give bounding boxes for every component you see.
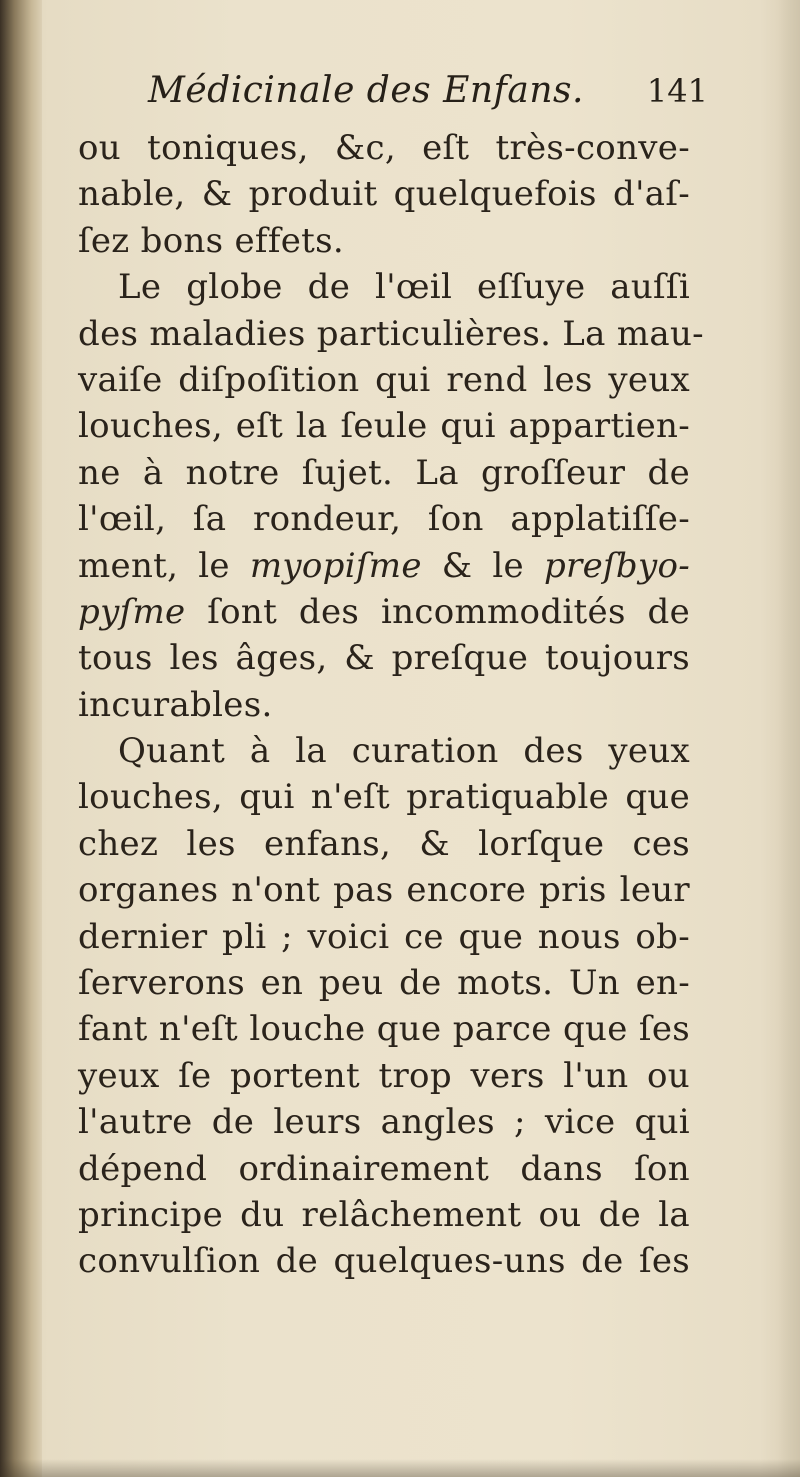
book-spine-shadow: [0, 0, 42, 1477]
running-head: [148, 70, 708, 120]
text-line: dépend ordinairement dans ſon: [78, 1148, 690, 1189]
text-line: ſerverons en peu de mots. Un en-: [78, 963, 690, 1004]
italic-term: pyſme: [78, 591, 186, 632]
text-line: chez les enfans, & lorſque ces: [78, 823, 690, 864]
page-number: 141: [646, 72, 708, 110]
text-line: fant n'eſt louche que parce que ſes: [78, 1009, 690, 1050]
text-line-mixed: [78, 543, 690, 589]
paragraph-start-line: Quant à la curation des yeux: [118, 731, 690, 772]
text-line: incurables.: [78, 684, 273, 725]
text-line: convulſion de quelques-uns de ſes: [78, 1241, 690, 1282]
text-line: organes n'ont pas encore pris leur: [78, 870, 690, 911]
text-run: ment, le: [78, 545, 230, 586]
italic-term: preſbyo-: [543, 545, 691, 586]
text-line: louches, qui n'eſt pratiquable que: [78, 777, 690, 818]
text-line: ne à notre ſujet. La groſſeur de: [78, 452, 690, 493]
paragraph-start-line: Le globe de l'œil eſſuye auſſi: [118, 267, 690, 308]
text-line: ſez bons effets.: [78, 220, 344, 261]
text-run: & le: [441, 545, 524, 586]
text-run: ſont des incommodités de: [207, 591, 691, 632]
text-line-mixed: [78, 589, 690, 635]
italic-term: myopiſme: [249, 545, 422, 586]
text-line: l'autre de leurs angles ; vice qui: [78, 1102, 690, 1143]
page-edge: [778, 0, 800, 1477]
text-line: principe du relâchement ou de la: [78, 1194, 690, 1235]
body-text: [78, 125, 704, 1285]
text-line: dernier pli ; voici ce que nous ob-: [78, 916, 690, 957]
text-line: louches, eſt la ſeule qui appartien-: [78, 406, 690, 447]
text-line: nable, & produit quelquefois d'aſ-: [78, 174, 690, 215]
text-line: yeux ſe portent trop vers l'un ou: [78, 1055, 690, 1096]
text-line: l'œil, ſa rondeur, ſon applatiſſe-: [78, 499, 690, 540]
page-bottom-shadow: [0, 1459, 800, 1477]
text-line: tous les âges, & preſque toujours: [78, 638, 690, 679]
text-line: des maladies particulières. La mau-: [78, 313, 704, 354]
text-line: vaiſe diſpoſition qui rend les yeux: [78, 359, 690, 400]
running-title: Médicinale des Enfans.: [148, 70, 584, 111]
text-line: ou toniques, &c, eſt très-conve-: [78, 128, 690, 168]
